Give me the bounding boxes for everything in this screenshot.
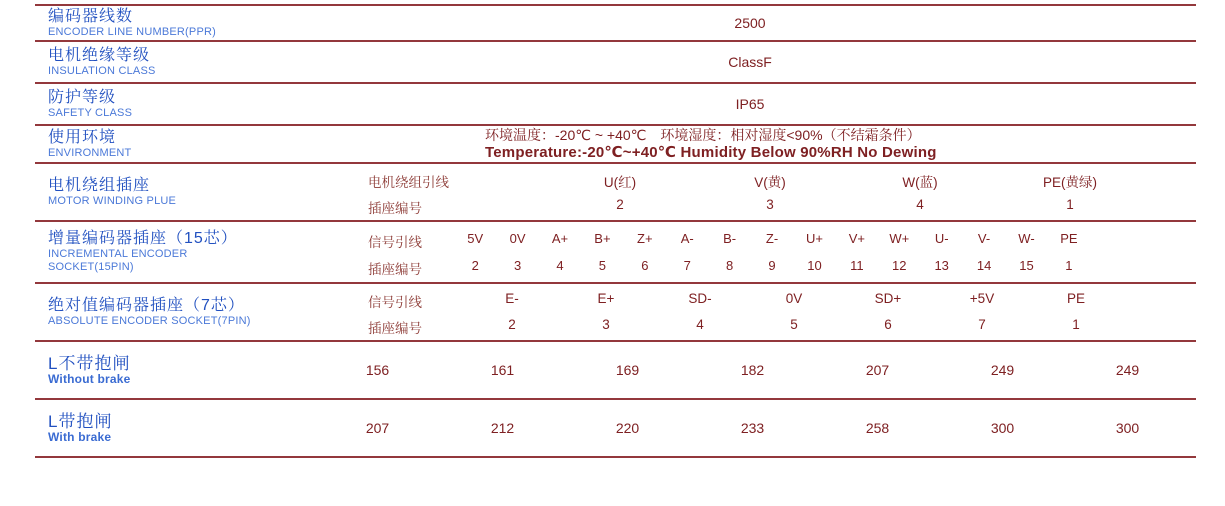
pin-cell: 3 [766, 197, 774, 212]
with-brake-label-en: With brake [48, 429, 112, 444]
environment-label-zh: 使用环境 [48, 128, 117, 146]
signal-cell: V- [977, 231, 991, 246]
without-brake-label-en: Without brake [48, 371, 131, 386]
environment-value-en: Temperature:-20℃~+40℃ Humidity Below 90%RH No Dewing [485, 144, 937, 161]
environment-value [485, 126, 937, 162]
pin-cell: 13 [934, 258, 949, 273]
incremental-signals [454, 231, 1090, 246]
incremental-label-en1: INCREMENTAL ENCODER [48, 248, 188, 260]
signal-cell: SD- [688, 291, 712, 306]
signal-cell: W- [1018, 231, 1035, 246]
signal-cell: A- [680, 231, 694, 246]
lead-cell: V(黄) [754, 175, 786, 190]
pin-cell: 3 [602, 317, 610, 332]
environment-value-zh: 环境温度：-20℃ ~ +40℃ 环境湿度：相对湿度<90%（不结霜条件） [485, 127, 921, 143]
insulation-label-en: INSULATION CLASS [48, 64, 156, 77]
absolute-pin-label: 插座编号 [368, 321, 422, 336]
signal-cell: 0V [785, 291, 803, 306]
length-value: 156 [365, 362, 390, 378]
pin-cell: 8 [726, 258, 734, 273]
incremental-pin-line [35, 258, 1196, 276]
absolute-signal-line [35, 291, 1196, 309]
signal-cell: 5V [467, 231, 484, 246]
incremental-signal-label: 信号引线 [368, 235, 422, 250]
length-value: 300 [990, 420, 1015, 436]
without-brake-label-zh: L不带抱闸 [48, 353, 131, 373]
without-brake-values [315, 362, 1190, 378]
length-value: 249 [1115, 362, 1140, 378]
pin-cell: 4 [556, 258, 564, 273]
row-environment [35, 126, 1196, 164]
pin-cell: 6 [641, 258, 649, 273]
pin-cell: 2 [616, 197, 624, 212]
signal-cell: PE [1066, 291, 1085, 306]
insulation-value: ClassF [728, 54, 772, 70]
row-label-encoder-line [48, 6, 216, 40]
pin-cell: 14 [976, 258, 992, 273]
motor-winding-pin-label: 插座编号 [368, 201, 422, 216]
signal-cell: A+ [551, 231, 569, 246]
pin-cell: 1 [1072, 317, 1080, 332]
row-insulation-class [35, 42, 1196, 84]
pin-cell: 4 [696, 317, 704, 332]
lead-cell: U(红) [603, 175, 637, 190]
length-value: 161 [490, 362, 515, 378]
absolute-pins [465, 317, 1123, 332]
row-label-insulation [48, 42, 156, 82]
insulation-label-zh: 电机绝缘等级 [48, 46, 151, 64]
row-encoder-line-number [35, 6, 1196, 42]
pin-cell: 10 [807, 258, 822, 273]
pin-cell: 1 [1066, 197, 1074, 212]
motor-winding-label-en: MOTOR WINDING PLUE [48, 194, 177, 207]
encoder-line-value: 2500 [734, 15, 766, 31]
with-brake-label-zh: L带抱闸 [48, 411, 113, 431]
pin-cell: 5 [790, 317, 798, 332]
motor-winding-pins [545, 197, 1145, 212]
length-value: 249 [990, 362, 1015, 378]
encoder-line-label-zh: 编码器线数 [48, 7, 134, 25]
length-value: 207 [865, 362, 890, 378]
row-length-without-brake [35, 342, 1196, 400]
signal-cell: 0V [509, 231, 526, 246]
row-safety-class [35, 84, 1196, 126]
incremental-pins [454, 258, 1090, 273]
signal-cell: V+ [848, 231, 865, 246]
absolute-signals [465, 291, 1123, 306]
with-brake-values [315, 420, 1190, 436]
signal-cell: Z+ [637, 231, 653, 246]
lead-cell: W(蓝) [902, 175, 938, 190]
signal-cell: PE [1060, 231, 1078, 246]
length-value: 212 [490, 420, 515, 436]
row-label-without-brake [48, 342, 131, 398]
pin-cell: 11 [850, 258, 864, 273]
length-value: 233 [740, 420, 765, 436]
signal-cell: +5V [969, 291, 995, 306]
pin-cell: 3 [513, 258, 522, 273]
safety-label-zh: 防护等级 [48, 88, 117, 106]
length-value: 258 [865, 420, 890, 436]
length-value: 182 [740, 362, 765, 378]
incremental-signal-line [35, 231, 1196, 249]
motor-winding-leads [545, 171, 1145, 191]
spec-table [35, 4, 1196, 458]
row-incremental-encoder-socket [35, 222, 1196, 284]
absolute-signal-label: 信号引线 [368, 295, 422, 310]
length-value: 207 [365, 420, 390, 436]
signal-cell: E+ [597, 291, 615, 306]
motor-winding-lead-label: 电机绕组引线 [368, 175, 449, 190]
row-label-environment [48, 126, 131, 162]
safety-value: IP65 [735, 96, 765, 112]
length-value: 169 [615, 362, 640, 378]
incremental-label-zh: 增量编码器插座（15芯） [48, 230, 238, 247]
signal-cell: U+ [805, 231, 823, 246]
pin-cell: 2 [508, 317, 516, 332]
row-label-safety [48, 84, 132, 124]
absolute-label-en: ABSOLUTE ENCODER SOCKET(7PIN) [48, 314, 251, 327]
pin-cell: 15 [1019, 258, 1034, 273]
pin-cell: 4 [916, 197, 924, 212]
pin-cell: 1 [1065, 258, 1073, 273]
signal-cell: W+ [889, 231, 910, 246]
pin-cell: 12 [892, 258, 907, 273]
absolute-pin-line [35, 314, 1196, 336]
pin-cell: 5 [598, 258, 607, 273]
environment-label-en: ENVIRONMENT [48, 146, 132, 159]
lead-cell: PE(黄绿) [1043, 175, 1097, 190]
signal-cell: U- [934, 231, 949, 246]
safety-label-en: SAFETY CLASS [48, 106, 133, 119]
signal-cell: Z- [765, 231, 779, 246]
signal-cell: E- [505, 291, 519, 306]
motor-winding-label-zh: 电机绕组插座 [48, 176, 151, 194]
pin-cell: 7 [978, 317, 986, 332]
absolute-label-zh: 绝对值编码器插座（7芯） [48, 296, 245, 314]
motor-winding-pin-line [35, 194, 1196, 216]
signal-cell: SD+ [874, 291, 902, 306]
encoder-line-label-en: ENCODER LINE NUMBER(PPR) [48, 25, 216, 38]
length-value: 300 [1115, 420, 1140, 436]
pin-cell: 6 [884, 317, 892, 332]
pin-cell: 7 [683, 258, 691, 273]
pin-cell: 9 [768, 258, 776, 273]
row-length-with-brake [35, 400, 1196, 458]
length-value: 220 [615, 420, 640, 436]
signal-cell: B- [723, 231, 737, 246]
row-absolute-encoder-socket [35, 284, 1196, 342]
row-label-with-brake [48, 400, 112, 456]
motor-winding-lead-line [35, 171, 1196, 189]
incremental-label-en2: SOCKET(15PIN) [48, 261, 134, 273]
row-motor-winding-socket [35, 164, 1196, 222]
pin-cell: 2 [471, 258, 479, 273]
incremental-pin-label: 插座编号 [368, 262, 422, 277]
signal-cell: B+ [594, 231, 611, 246]
